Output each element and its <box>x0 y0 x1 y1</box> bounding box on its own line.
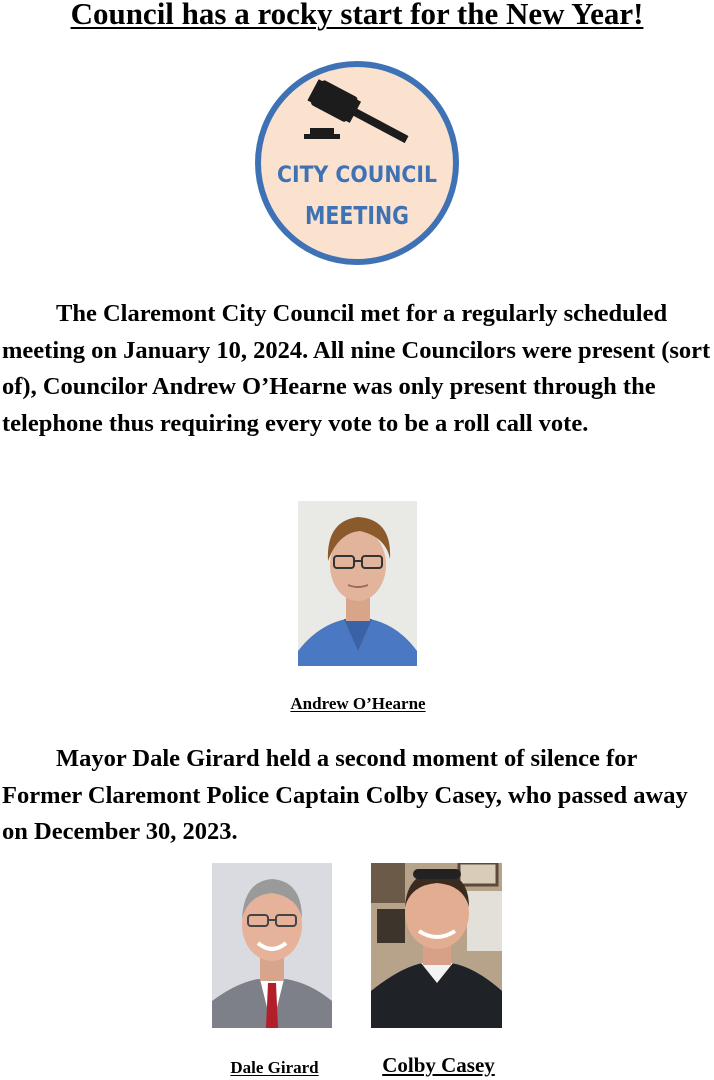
caption-andrew-ohearne: Andrew O’Hearne <box>290 694 426 713</box>
logo-line1: CITY COUNCIL <box>277 163 437 188</box>
dale-girard-photo <box>212 863 332 1028</box>
colby-casey-photo <box>371 863 502 1028</box>
city-council-meeting-logo <box>254 60 460 266</box>
andrew-ohearne-photo <box>298 501 417 666</box>
paragraph-council-meeting: The Claremont City Council met for a regularly scheduled meeting on January 10, 2024. All nine Councilors were present (sort of), Councilor Andrew O’Hearne was only present through the telephone thus requiring every vote to be a roll call vote. <box>2 300 711 437</box>
caption-dale-girard: Dale Girard <box>230 1058 319 1077</box>
paragraph-moment-of-silence: Mayor Dale Girard held a second moment of silence for Former Claremont Police Captain Colby Casey, who passed away on December 30, 2023. <box>2 745 688 845</box>
headline: Council has a rocky start for the New Year! <box>70 0 644 31</box>
logo-line2: MEETING <box>305 201 409 230</box>
caption-colby-casey: Colby Casey <box>382 1053 495 1077</box>
